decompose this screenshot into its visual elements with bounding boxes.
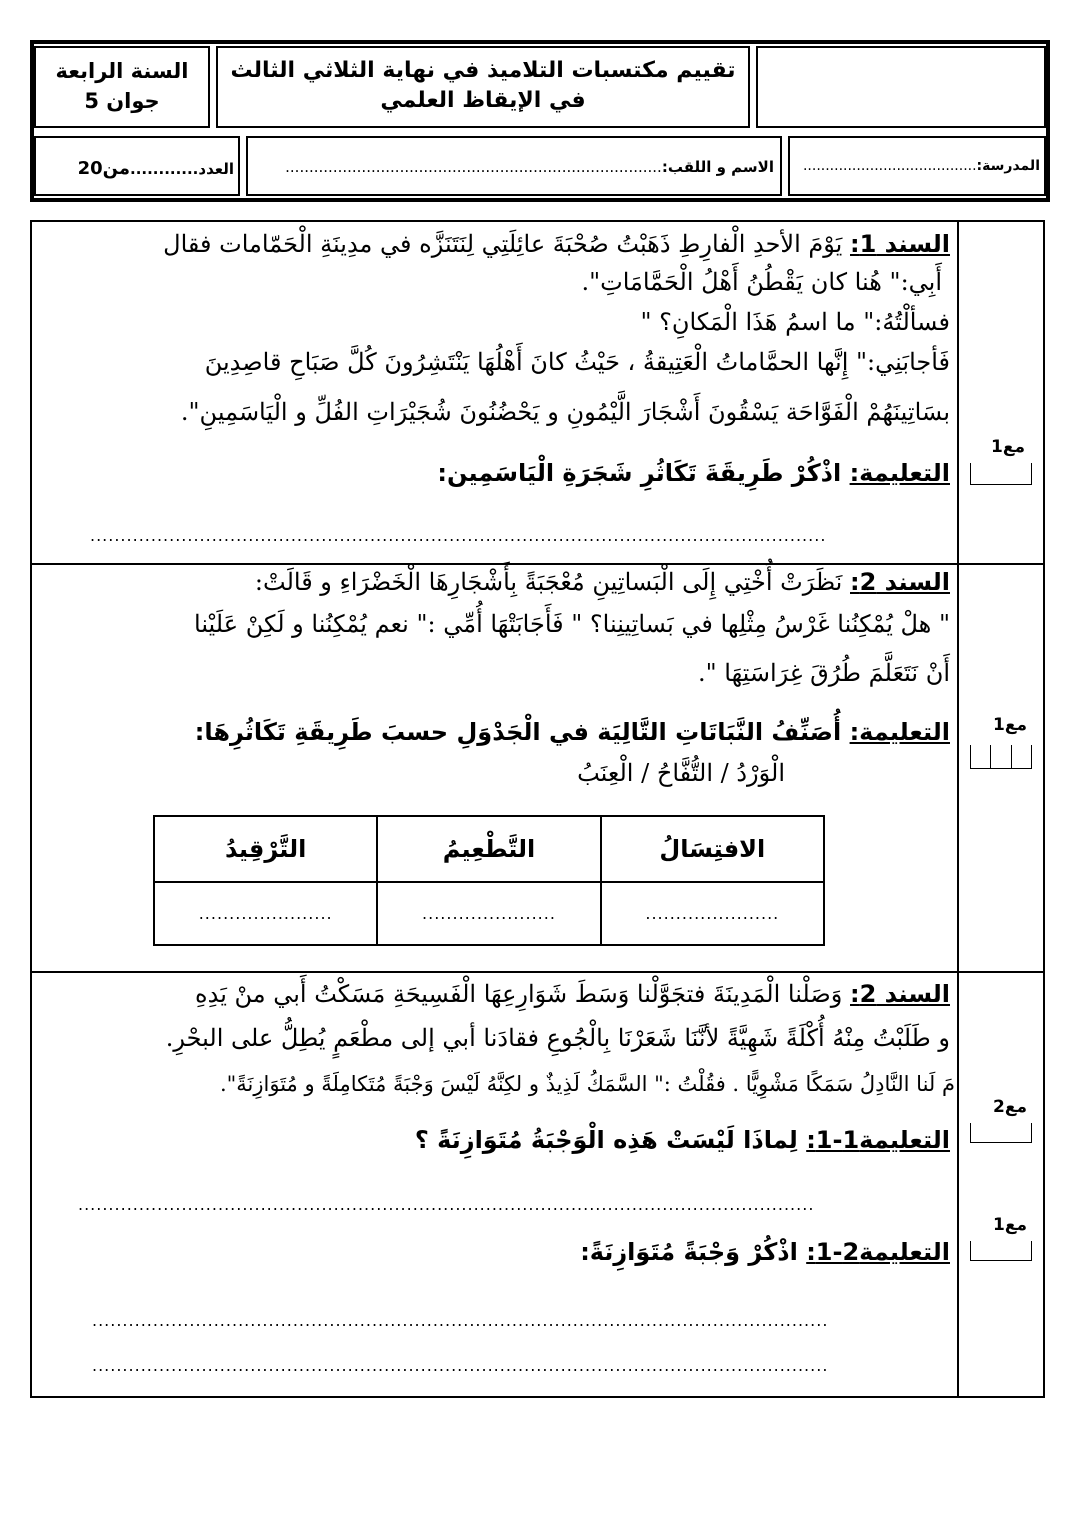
section2-instruction: التعليمة: أُصَنِّفُ النَّبَاتَاتِ التَّالِيَة في الْجَدْوَلِ حسبَ طَرِيقَةِ تَكَاثُرِهَا: [194,718,950,746]
title-cell [216,46,750,128]
section2-label: السند 2: [850,568,950,596]
table-cell-cuttings[interactable]: ...................... [601,882,824,945]
section3-line-3: مَ لَنا النَّادِلُ سَمَكًا مَشْوِيًّا . فقُلْتُ :" السَّمَكُ لَذِيذٌ و لكِنَّهُ لَيْسَ وَجْبَةً مُتَكامِلَةً و مُتَوَازِنَةً". [219,1072,955,1096]
section3-instruction-2: التعليمة2-1: اذْكُرْ وَجْبَةً مُتَوَازِنَةً: [580,1238,950,1266]
section1-instruction-label: التعليمة: [849,459,950,487]
blank-cell [756,46,1046,128]
exam-date: جوان 5 [84,89,160,113]
section1-answer-line[interactable]: ......................................................................................................................... [90,526,827,545]
score-label: العدد [198,160,234,178]
table-header-grafting: التَّطْعِيمُ [377,816,600,882]
section1-instruction: التعليمة: اذْكُرْ طَرِيقَةَ تَكَاثُرِ شَجَرَةِ الْيَاسَمِين: [437,459,950,487]
section2-line-3: أَنْ نَتَعَلَّمَ طُرُقَ غِرَاسَتِهَا ". [697,659,950,687]
name-label: الاسم و اللقب: [661,158,774,176]
criterion-2-box[interactable] [970,745,1032,769]
section-divider-2 [30,971,1045,973]
section3-instruction-1: التعليمة1-1: لِماذَا لَيْسَتْ هَذِه الْوَجْبَةُ مُتَوَازِنَةً ؟ [414,1126,950,1154]
table-cell-layering[interactable]: ...................... [154,882,377,945]
plants-list: الْوَرْدُ / التُّفَّاحُ / الْعِنَبُ [577,759,785,787]
section1-label: السند 1: [850,230,950,258]
score-cell [34,136,240,196]
section3-instruction-2-label: التعليمة2-1: [806,1238,950,1266]
section2-instruction-label: التعليمة: [849,718,950,746]
section2-line-2: " هلْ يُمْكِنُنا غَرْسُ مِثْلِها في بَساتِينِنا؟ " فَأَجَابَتْهَا أُمِّي :" نعم يُمْكِنُنا و لَكِنْ عَلَيْنا [194,610,950,638]
grade-date-cell [34,46,210,128]
section3-answer-line-1[interactable]: ......................................................................................................................... [78,1195,815,1214]
criterion-4: مع1 [993,1215,1027,1235]
section3-label: السند 2: [850,980,950,1008]
exam-subject: في الإيقاظ العلمي [380,88,586,113]
section3-instruction-1-label: التعليمة1-1: [806,1126,950,1154]
section1-line-3: فسألْتُهُ:" ما اسمُ هَذَا الْمَكانِ؟ " [640,308,950,336]
name-cell [246,136,782,196]
school-label: المدرسة: [976,158,1040,174]
criterion-4-box[interactable] [970,1241,1032,1261]
section1-line-4: فَأجابَنِي:" إِنَّها الحمَّاماتُ الْعَتِيقةُ ، حَيْثُ كانَ أَهْلُهَا يَنْتَشِرُونَ كُلَّ صَبَاحِ قاصِدِينَ [204,348,950,376]
criterion-3-box[interactable] [970,1123,1032,1143]
school-cell [788,136,1046,196]
criterion-1-box[interactable] [970,463,1032,485]
table-header-cuttings: الافتِسَالُ [601,816,824,882]
section2-line-1: السند 2: نَظَرَتْ أُخْتِي إِلَى الْبَساتِينِ مُعْجَبَةً بِأَشْجَارِهَا الْخَضْرَاءِ و قَالَتْ: [254,568,950,596]
score-dots: ............ [130,160,199,178]
criteria-divider [957,220,959,1398]
exam-title: تقييم مكتسبات التلاميذ في نهاية الثلاثي الثالث [230,58,736,83]
section1-line-2: أَبِي:" هُنا كان يَقْطُنُ أَهْلُ الْحَمَّامَاتِ". [581,268,942,296]
section3-line-2: و طَلَبْتُ مِنْهُ أُكْلَةً شَهِيَّةً لأنَّنَا شَعَرْنَا بِالْجُوعِ فقادَنا أبي إلى مطْعَمٍ يُطِلُّ على البحْرِ. [165,1024,950,1052]
school-field[interactable]: ....................................... [802,158,977,174]
criterion-1: مع1 [991,437,1025,457]
section3-answer-line-3[interactable]: ......................................................................................................................... [92,1356,829,1375]
score-total: من20 [77,158,130,179]
table-cell-grafting[interactable]: ...................... [377,882,600,945]
criterion-2: مع1 [993,715,1027,735]
section1-line-1: السند 1: يَوْمَ الأحدِ الْفارِطِ ذَهَبْتُ صُحْبَةَ عائِلَتِي لِنَتَنَزَّه في مدِينَةِ الْحَمّامات فقال [163,230,950,258]
section3-line-1: السند 2: وَصَلْنا الْمَدِينَةَ فتجَوَّلْنا وَسَطَ شَوَارِعِهَا الْفَسِيحَةِ مَسَكْتُ أَبي منْ يَدِهِ [195,980,950,1008]
classification-table [153,815,825,946]
criterion-3: مع2 [993,1097,1027,1117]
table-header-layering: التَّرْقِيدُ [154,816,377,882]
section3-answer-line-2[interactable]: ......................................................................................................................... [92,1311,829,1330]
section1-line-5: بسَاتِينَهُمْ الْفَوَّاحَة يَسْقُونَ أَشْجَارَ الَّيْمُونِ و يَحْضُنُونَ شُجَيْرَاتِ الفُلِّ و الْيَاسَمِينِ". [180,398,950,426]
grade-text: السنة الرابعة [55,59,189,83]
name-field[interactable]: ............................................................................... [285,158,662,176]
